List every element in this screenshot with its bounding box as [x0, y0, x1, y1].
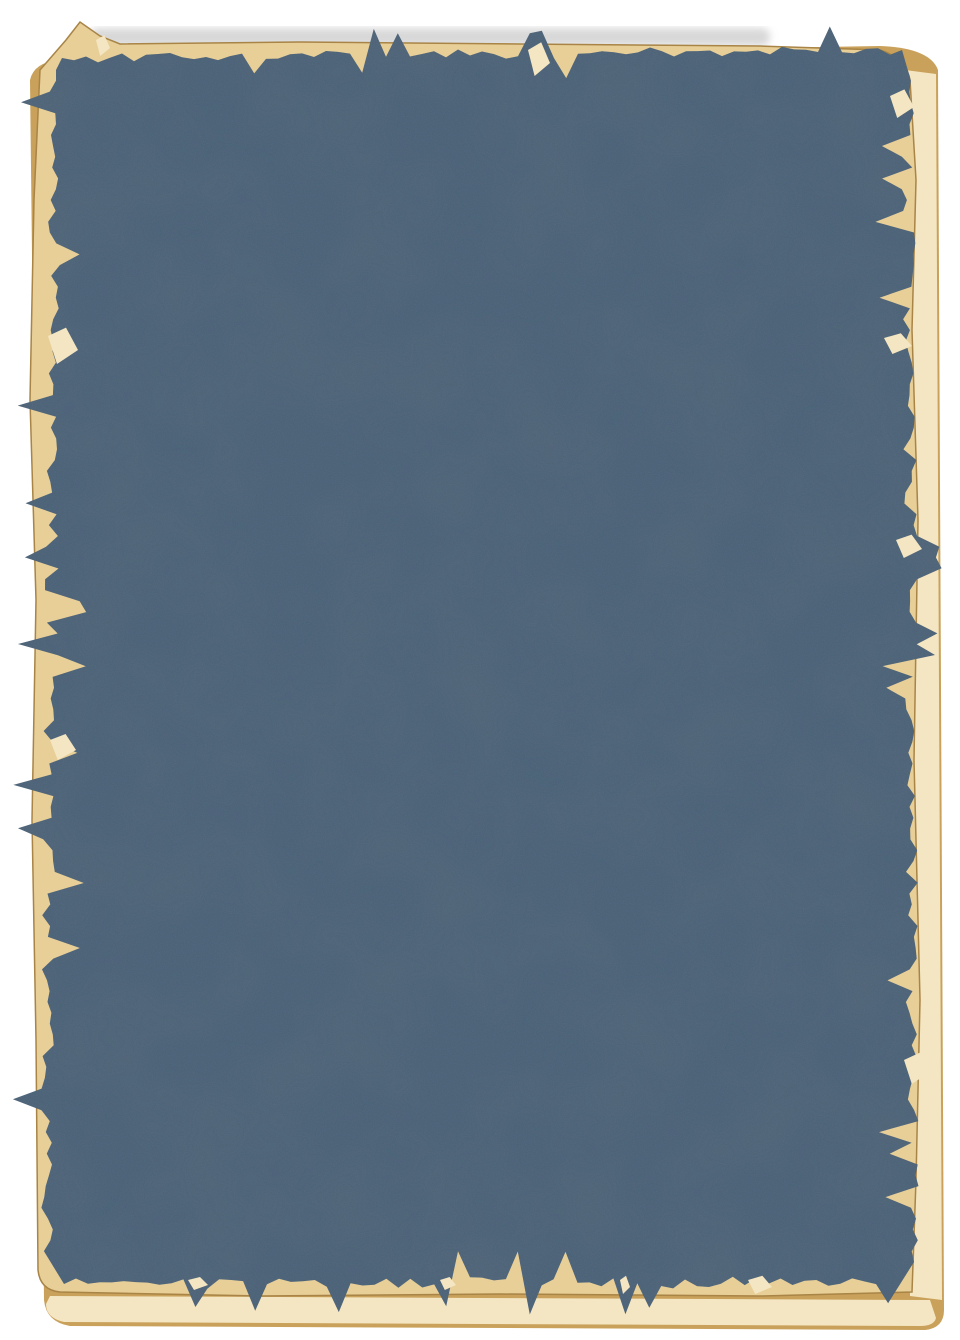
paper-layer-bottom-edge: [46, 1296, 936, 1326]
cover-grain: [13, 27, 942, 1315]
